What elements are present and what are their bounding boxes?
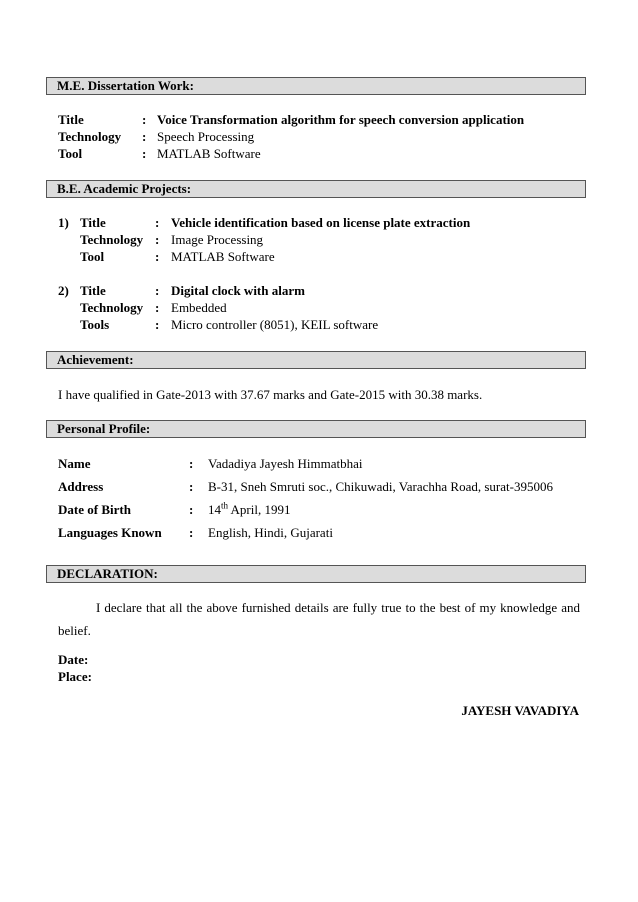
profile-name-value: Vadadiya Jayesh Himmatbhai (208, 456, 363, 471)
project-2-tools-label: Tools (80, 317, 110, 332)
project-1-technology-value: Image Processing (171, 232, 264, 247)
profile-dob-value (208, 502, 291, 518)
dob-month-year: April, 1991 (228, 502, 291, 517)
project-2-title-value: Digital clock with alarm (171, 283, 305, 298)
me-title-label: Title (58, 112, 84, 127)
profile-address-label: Address (58, 479, 104, 494)
profile-name-sep: : (189, 456, 194, 471)
project-2-number: 2) (58, 283, 69, 298)
achievement-heading: Achievement: (46, 351, 586, 369)
project-2-title-sep: : (155, 283, 160, 298)
project-2-technology-value: Embedded (171, 300, 227, 315)
profile-address-sep: : (189, 479, 194, 494)
be-projects-heading: B.E. Academic Projects: (46, 180, 586, 198)
project-2-title-label: Title (80, 283, 106, 298)
project-1-title-value: Vehicle identification based on license plate extraction (171, 215, 471, 230)
achievement-text: I have qualified in Gate-2013 with 37.67 marks and Gate-2015 with 30.38 marks. (58, 387, 483, 402)
profile-address-value: B-31, Sneh Smruti soc., Chikuwadi, Varachha Road, surat-395006 (208, 479, 553, 494)
profile-name-label: Name (58, 456, 91, 471)
project-1-title-sep: : (155, 215, 160, 230)
me-technology-sep: : (142, 129, 147, 144)
project-1-number: 1) (58, 215, 69, 230)
declaration-text: I declare that all the above furnished details are fully true to the best of my knowledge and belief. (58, 600, 580, 638)
profile-languages-value: English, Hindi, Gujarati (208, 525, 333, 540)
me-title-value: Voice Transformation algorithm for speech conversion application (157, 112, 525, 127)
me-dissertation-heading: M.E. Dissertation Work: (46, 77, 586, 95)
project-1-technology-label: Technology (80, 232, 144, 247)
project-2-technology-sep: : (155, 300, 160, 315)
project-1-tool-label: Tool (80, 249, 105, 264)
me-tool-value: MATLAB Software (157, 146, 261, 161)
date-label: Date: (58, 652, 89, 667)
profile-languages-label: Languages Known (58, 525, 162, 540)
dob-day-suffix: th (221, 500, 229, 511)
me-tool-label: Tool (58, 146, 83, 161)
project-1-technology-sep: : (155, 232, 160, 247)
me-title-sep: : (142, 112, 147, 127)
project-1-tool-value: MATLAB Software (171, 249, 275, 264)
me-tool-sep: : (142, 146, 147, 161)
profile-dob-label: Date of Birth (58, 502, 131, 517)
dob-day: 14 (208, 502, 221, 517)
signature-name: JAYESH VAVADIYA (461, 703, 579, 718)
personal-profile-heading: Personal Profile: (46, 420, 586, 438)
project-2-tools-sep: : (155, 317, 160, 332)
project-2-tools-value: Micro controller (8051), KEIL software (171, 317, 379, 332)
me-technology-value: Speech Processing (157, 129, 255, 144)
place-label: Place: (58, 669, 92, 684)
me-technology-label: Technology (58, 129, 122, 144)
project-1-title-label: Title (80, 215, 106, 230)
profile-languages-sep: : (189, 525, 194, 540)
project-1-tool-sep: : (155, 249, 160, 264)
declaration-heading: DECLARATION: (46, 565, 586, 583)
project-2-technology-label: Technology (80, 300, 144, 315)
profile-dob-sep: : (189, 502, 194, 517)
